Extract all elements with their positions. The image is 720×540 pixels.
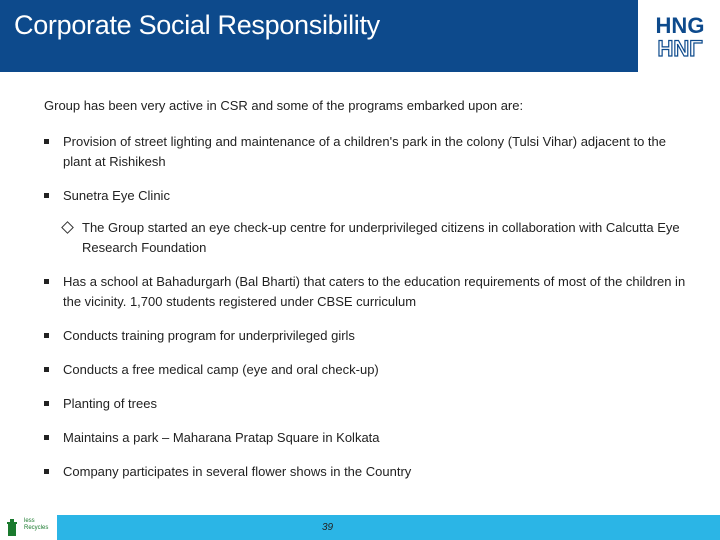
list-item-text: Sunetra Eye Clinic [63, 188, 170, 203]
recycle-logo-text [24, 518, 48, 532]
sub-list-item-text: The Group started an eye check-up centre for underprivileged citizens in collaboration with Calcutta Eye Research Foundation [82, 220, 680, 255]
list-item [44, 326, 694, 346]
intro-text: Group has been very active in CSR and some of the programs embarked upon are: [44, 98, 524, 113]
recycle-bin-icon [6, 518, 18, 537]
bullet-icon [44, 435, 49, 440]
list-item [44, 132, 694, 172]
list-item [44, 272, 694, 312]
logo-line-2: Recycles [24, 525, 49, 531]
csr-content [44, 96, 694, 496]
list-item [44, 428, 694, 448]
logo-text-top: HNG [655, 13, 705, 38]
bullet-icon [44, 367, 49, 372]
list-item [44, 186, 694, 206]
page-number: 39 [322, 522, 334, 533]
list-item-text: Planting of trees [63, 396, 157, 411]
list-item [44, 462, 694, 482]
list-item [44, 394, 694, 414]
bullet-icon [44, 279, 49, 284]
list-item-text: Company participates in several flower shows in the Country [63, 464, 412, 479]
bullet-icon [44, 401, 49, 406]
bullet-icon [44, 193, 49, 198]
list-item [44, 360, 694, 380]
page-title: Corporate Social Responsibility [14, 10, 380, 40]
list-item-text: Has a school at Bahadurgarh (Bal Bharti) that caters to the education requirements of most of the children in the vicinity. 1,700 students registered under CBSE curriculum [63, 274, 686, 309]
diamond-bullet-icon [61, 221, 74, 234]
list-item-text: Conducts training program for underprivileged girls [63, 328, 355, 343]
bullet-icon [44, 469, 49, 474]
footer-bar [0, 515, 720, 540]
company-logo [645, 10, 715, 62]
list-item-text: Maintains a park – Maharana Pratap Square in Kolkata [63, 430, 380, 445]
logo-line-1: less [24, 518, 35, 524]
sub-list-item [44, 218, 694, 258]
list-item-text: Provision of street lighting and maintenance of a children's park in the colony (Tulsi Vihar) adjacent to the plant at Rishikesh [63, 134, 666, 169]
bullet-icon [44, 333, 49, 338]
bullet-icon [44, 139, 49, 144]
list-item-text: Conducts a free medical camp (eye and oral check-up) [63, 362, 379, 377]
title-bar [0, 0, 638, 72]
recycle-logo [0, 515, 57, 540]
logo-text-bottom: ΗΝΓ [657, 36, 703, 61]
